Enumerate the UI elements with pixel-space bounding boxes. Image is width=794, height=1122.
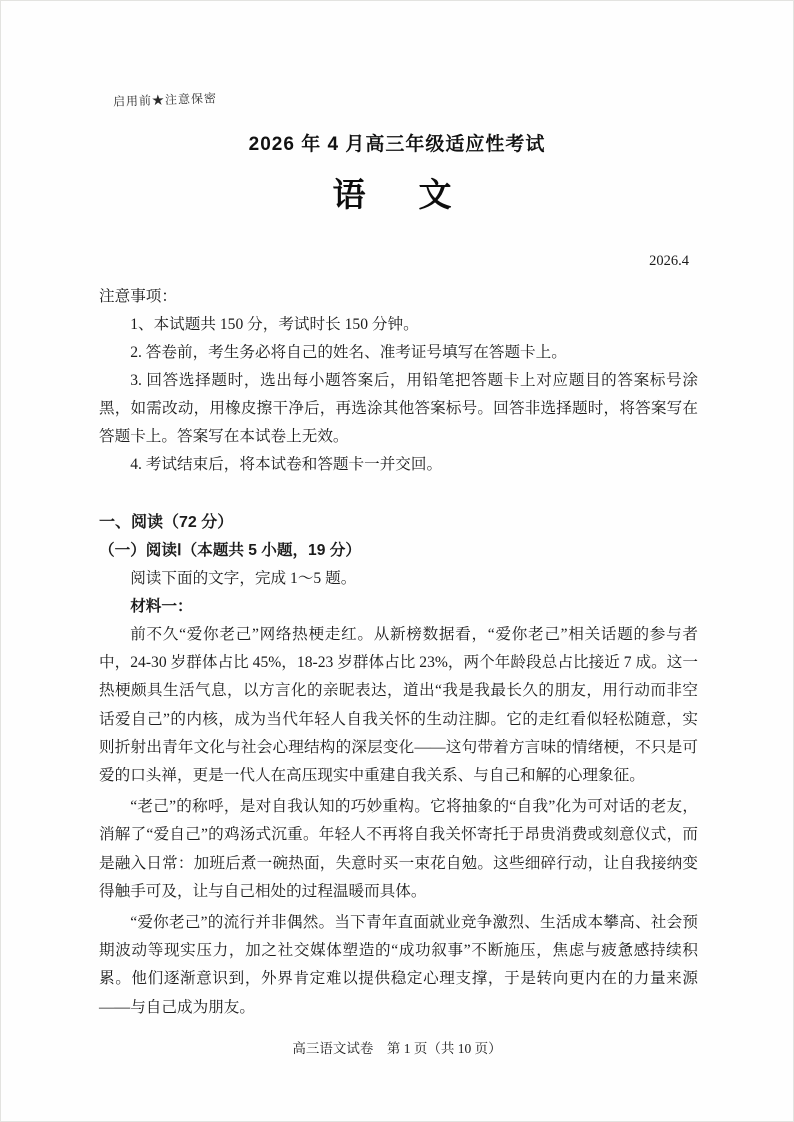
note-item-1: 1、本试题共 150 分，考试时长 150 分钟。	[130, 316, 419, 333]
material-paragraph-3: “爱你老己”的流行并非偶然。当下青年直面就业竞争激烈、生活成本攀高、社会预期波动等现实压力，加之社交媒体塑造的“成功叙事”不断施压，焦虑与疲惫感持续积累。他们逐渐意识到，外界肯定难以提供稳定心理支撑，于是转向更内在的力量来源——与自己成为朋友。	[99, 914, 698, 1016]
material-paragraph-1: 前不久“爱你老己”网络热梗走红。从新榜数据看，“爱你老己”相关话题的参与者中，24-30 岁群体占比 45%，18-23 岁群体占比 23%，两个年龄段总占比接近 7 成。这一热梗颇具生活气息，以方言化的亲昵表达，道出“我是我最长久的朋友，用行动而非空话爱自己”的内核，成为当代年轻人自我关怀的生动注脚。它的走红看似轻松随意，实则折射出青年文化与社会心理结构的深层变化——这句带着方言味的情绪梗，不只是可爱的口头禅，更是一代人在高压现实中重建自我关系、与自己和解的心理象征。	[99, 626, 698, 785]
material-one-label: 材料一：	[130, 598, 193, 615]
page-footer: 高三语文试卷 第 1 页（共 10 页）	[292, 1041, 502, 1056]
subsection-heading-reading-1: （一）阅读Ⅰ（本题共 5 小题，19 分）	[99, 542, 361, 559]
security-notice: 启用前★注意保密	[112, 91, 218, 109]
material-paragraph-2: “老己”的称呼，是对自我认知的巧妙重构。它将抽象的“自我”化为可对话的老友，消解了“爱自己”的鸡汤式沉重。年轻人不再将自我关怀寄托于昂贵消费或刻意仪式，而是融入日常：加班后煮一碗热面，失意时买一束花自勉。这些细碎行动，让自我接纳变得触手可及，让与自己相处的过程温暖而具体。	[99, 798, 698, 900]
notes-heading: 注意事项：	[99, 288, 177, 305]
exam-title: 2026 年 4 月高三年级适应性考试	[248, 134, 546, 155]
exam-date: 2026.4	[649, 253, 689, 269]
note-item-2: 2. 答卷前，考生务必将自己的姓名、准考证号填写在答题卡上。	[130, 344, 567, 361]
note-item-3: 3. 回答选择题时，选出每小题答案后，用铅笔把答题卡上对应题目的答案标号涂黑，如需改动，用橡皮擦干净后，再选涂其他答案标号。回答非选择题时，将答案写在答题卡上。答案写在本试卷上无效。	[99, 372, 698, 445]
subject-title: 语 文	[332, 176, 462, 213]
note-item-4: 4. 考试结束后，将本试卷和答题卡一并交回。	[130, 456, 443, 473]
section-heading-reading: 一、阅读（72 分）	[99, 514, 234, 531]
reading-instruction: 阅读下面的文字，完成 1～5 题。	[130, 570, 357, 587]
page-content	[99, 283, 698, 1022]
